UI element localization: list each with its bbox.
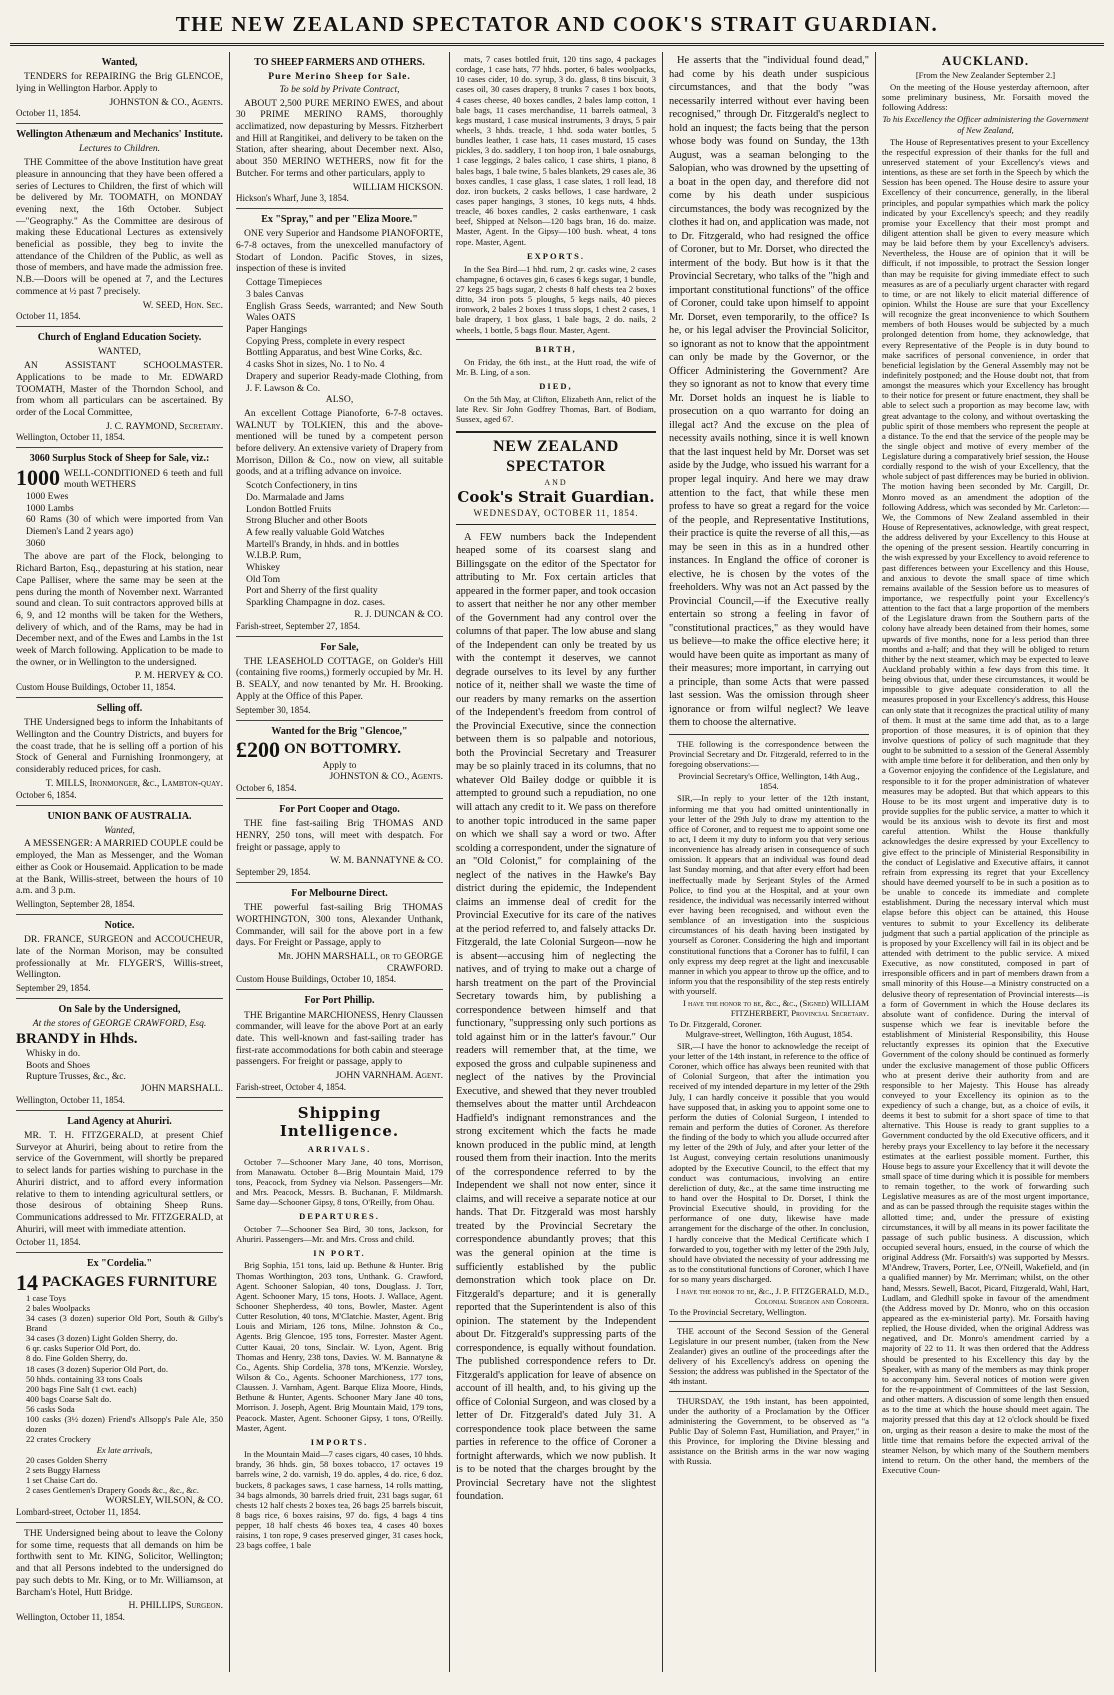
list-item: London Bottled Fruits <box>246 503 332 515</box>
ad-title: PACKAGES FURNITURE <box>42 1273 218 1290</box>
ad-signature: W. SEED, Hon. Sec. <box>142 299 223 311</box>
ad-heading: Ex "Spray," and per "Eliza Moore." <box>261 214 418 226</box>
ad-list <box>236 480 443 609</box>
ad-heading: For Port Cooper and Otago. <box>279 804 400 816</box>
ad-body: DR. FRANCE, SURGEON and ACCOUCHEUR, late of the Norman Morison, may be consulted professionally at Mr. FLYGER'S, Willis-street, Wellington. <box>16 934 223 981</box>
ad-date: September 30, 1854. <box>236 704 311 715</box>
ad-body: THE Undersigned begs to inform the Inhabitants of Wellington and the Country Districts, and buyers for the coast trade, that he is selling off a portion of his Stock of General and Furnishing Ironmongery, at considerably reduced prices, for cash. <box>16 717 223 776</box>
ad-title: WELL-CONDITIONED 6 teeth and full mouth WETHERS <box>64 467 223 491</box>
exports-heading: EXPORTS. <box>527 250 585 261</box>
ad-heading: Wanted, <box>101 57 138 68</box>
ad-notice <box>16 915 223 999</box>
ad-body: THE LEASEHOLD COTTAGE, on Golder's Hill (containing five rooms,) formerly occupied by Mr. H. B. SEALY, and now tenanted by Mr. H. Brooking. Apply at the Office of this Paper. <box>236 655 443 702</box>
ad-body: An excellent Cottage Pianoforte, 6-7-8 octaves. WALNUT by TOLKIEN, this and the above-mentioned will be tuned by a competent person before delivery. An extensive variety of Drapery from Morrison, Dillon & Co., now on view, all suitable goods, and at a trifling advance on invoice. <box>236 407 443 478</box>
list-item: 1 set Chaise Cart do. <box>26 1475 98 1486</box>
divider <box>669 1391 869 1392</box>
ad-number: 14 <box>16 1269 38 1295</box>
column-3 <box>450 52 663 1672</box>
imports-text: In the Mountain Maid—7 cases cigars, 40 cases, 10 hhds. brandy, 36 hhds. gin, 58 boxes tobacco, 17 octaves 19 barrels wine, 2 do. varnish, 19 do. apples, 4 do. rice, 6 doz. buckets, 8 packages saws, 1 case harness, 14 rolls matting, 34 bags almonds, 30 barrels dried fruit, 231 bags sugar, 61 chests 12 half chests 2 boxes tea, 26 bags 25 barrels biscuit, 8 bags rice, 6 boxes raisins, 97 do. figs, 4 bags 4 tins pepper, 18 half chests 46 boxes tea, 4 cases 40 boxes raisins, 1 ton rope, 9 cases preserved ginger, 31 cases hock, 23 bags coffee, 1 bale <box>236 1449 443 1551</box>
list-item: Sparkling Champagne in doz. cases. <box>246 597 386 609</box>
ad-date: Custom House Buildings, October 10, 1854. <box>236 974 396 985</box>
ad-cottage <box>236 637 443 721</box>
divider <box>669 1321 869 1322</box>
ad-heading: For Sale, <box>320 641 359 653</box>
list-item: 4 casks Shot in sizes, No. 1 to No. 4 <box>246 359 385 371</box>
ad-body: The above are part of the Flock, belonging to Richard Barton, Esq., depasturing at his station, near Cape Palliser, where the same may be seen at the pens during the month of November next. Warranted sound and clean. To suit contractors approved bills at 6, 9, and 12 months will be taken for the Wethers, delivery of which, and of the Rams, may be had in December next, and of the Ewes and Lambs in the 1st week of March following. Application to be made to the owner, or in Wellington to the undersigned. <box>16 551 224 668</box>
ad-heading: 3060 Surplus Stock of Sheep for Sale, viz.: <box>29 453 210 465</box>
list-item: Copying Press, complete in every respect <box>246 335 405 347</box>
correspondence-intro: THE following is the correspondence between the Provincial Secretary and Dr. Fitzgerald, referred to in the foregoing observations:— <box>669 738 869 770</box>
section-body: The House of Representatives present to your Excellency the respectful expression of their thanks for the full and unreserved statement of your Excellency's views and intentions, as these are set forth in the Speech by which the Session has been opened. The House desire to assure your Excellency of their concurrence, generally, in the liberal principles, and popular sympathies which mark the policy indicated by your Excellency's speech; and they readily promise your Excellency that their most prompt and diligent attention shall be given to every measure which may be laid before them by your Excellency's advisers. Nevertheless, the House are of opinion that it will be difficult, if not impossible, to protract the Session longer than may be requisite for giving immediate effect to such measures as are of a peculiarly urgent character with regard to time, or are not likely to elicit material difference of opinion. Whilst the House are sure that your Excellency will recognize the great inconvenience to which Southern members of both Houses would be subjected by a much prolonged detention from home, they acknowledge, that every Representative of the People is in duty bound to make sacrifices of personal convenience, in order that beneficial legislation by the General Assembly may not be indefinitely postponed; and the House doubt not, that from amongst the measures which your Excellency has brought to their notice for present or future enactment, they shall be able to select such a proportion as may become law, with great advantage to the colony, and without overtasking the public spirit of those members who represent the people at a distance. To the end that the service of the people may be the single object and motive of every member of the Legislature during a comparatively brief session, the House cordially respond to the wish of your Excellency, that the whole subject of past differences may be buried in oblivion. The motion having been seconded by Mr. Cargill, Dr. Monro moved as an amendment the adoption of the following Address, which was seconded by Mr. Carleton:— We, the Commons of New Zealand assembled in their House of Representatives, acknowledge, with great respect, the address delivered by your Excellency to this House at the opening of the present session. Heartily concurring in the wish expressed by your Excellency to avoid reference to past differences between your Excellency and this House, and anxious to devote the small space of time which remains available of the Session before us to measures of importance, we respectfully point your Excellency's attention to the fact that a large proportion of the members of the Legislature drawn from the Southern parts of the colony have already been detained from their homes, some upwards of five months, none for a less period than three months and a-half; and that they will be obliged to return thither by the next steamer, which may be expected to leave Auckland probably within a few days from this time. It being obvious that, under these circumstances, it would be impossible to give adequate consideration to all the measures proposed in your Excellency's address, this House can only state that it recognizes the practical utility of many of them. It must at the same time add that, as to a large proportion of those measures, it is of opinion that they involve questions of policy of such magnitude that they ought to be submitted to a session of the General Assembly with ample time before it for deliberation, and then only by a Governor enjoying the confidence of the Legislature, and responsible to it for the proper administration of whatever measures may be adopted. But that which appears to this House to be its most urgent and imperative duty is to provide supplies for the public service, a matter to which it would be its anxious wish to devote its first and most careful attention. Whilst the House thankfully acknowledges the desire expressed by your Excellency to give effect to the principle of Ministerial Responsibility in the conduct of Legislative and Executive affairs, it cannot refrain from expressing its regret that your Excellency should have deemed yourself to be in such a position as to be unable to concede its immediate and complete establishment. During the necessary interval which must elapse before this object can be attained, this House ventures to submit to your Excellency its deliberate judgment that such a partial application of the principle as is proposed by your Excellency will fail in its object and be attended with detriment to the public service. A mixed Executive, as now constituted, composed in part of irresponsible officers and in part of members drawn from a small minority of this House—a Ministry constructed on a delusive theory of representation of Provincial interests—is a form of Government in which the House declares its absolute want of confidence. During the interval of suspense which we fear is inevitable before the establishment of Ministerial Responsibility, this House reluctantly expresses its opinion that the Executive Government of the colony should be continued as formerly under the exclusive management of those public Officers who at present derive their authority from and are responsible to her Majesty. This House has already conveyed to your Excellency its opinion as to the expediency of such a change, but, as a choice of evils, it deems it best to submit for a short space of time to that alternative. This House is ready to grant supplies to a Government conducted by the old Executive officers, and it hereby prays your Excellency to lay before it the necessary estimates at the earliest possible moment. Further, this House begs to assure your Excellency that it will devote the small space of time during which it is possible for members to remain together, to the work of forwarding such Legislative measures as are of the most urgent importance, and as can be passed through the requisite stages within the allotted time; and, under the pressure of existing circumstances, it will by all means in its power facilitate the passage of such public business. A discussion, which occupied several hours, ensued, in the course of which the original Address (Mr. Forsaith's) was supported by Messrs. M'Andrew, Travers, Porter, Lee, O'Neill, Wakefield, and (in a qualified manner) by Mr. Merriman; whilst, on the other hand, Messrs. Sewell, Bacot, Picard, Fitzgerald, Wahl, Hart, Ludlam, and Gledhill spoke in favour of the amendment (the Address moved by Dr. Monro, who on this occasion appeared as the ex-ministerial party). Mr. Forsaith having replied, the House divided, when the original Address was negatived, and Dr. Monro's amendment carried by a majority of 22 to 11. It was then ordered that the Address should be presented to his Excellency this day by the Speaker, with as many of the members as may think proper to accompany him. Several notices of motion were given for the re-appointment of Committees of the last Session, and other matters. A discussion of some length then ensued as to the time at which the house should meet again. The majority pressed that this day at 12 o'clock should be fixed on, urging as their reason a desire to make the most of the little time that remains before the expected arrival of the steamer Nelson, by which many of the Southern members intend to return. On the other hand, the members of the Executive Coun- <box>882 136 1089 1476</box>
ad-body: AN ASSISTANT SCHOOLMASTER. Applications to be made to Mr. EDWARD TOOMATH, Master of the Thorndon School, and from whom all particulars can be ascertained. By order of the Local Committee, <box>16 360 223 418</box>
ad-cordelia <box>16 1253 223 1523</box>
divider <box>669 734 869 735</box>
letter-addressee: To the Provincial Secretary, Wellington. <box>669 1306 807 1317</box>
ad-signature: WORSLEY, WILSON, & CO. <box>105 1495 223 1507</box>
list-item: Drapery and superior Ready-made Clothing, from J. F. Lawson & Co. <box>246 370 443 394</box>
ad-heading: For Port Phillip. <box>304 995 375 1007</box>
ad-amount: £200 <box>236 736 280 762</box>
shipping-intelligence <box>236 1104 443 1551</box>
ad-body: ABOUT 2,500 PURE MERINO EWES, and about 30 PRIME MERINO RAMS, thoroughly acclimatized, now depasturing by Messrs. Fitzherbert and Hill at Rangitikei, and delivery to be taken on the Station, after shearing, about December next. Also, about 350 MERINO WETHERS, now fit for the Butcher. For terms and other particulars, apply to <box>236 97 443 179</box>
ad-date: September 29, 1854. <box>236 867 311 878</box>
ad-date: Lombard-street, October 11, 1854. <box>16 1507 141 1518</box>
section-source: [From the New Zealander September 2.] <box>915 69 1056 80</box>
list-item: Paper Hangings <box>246 324 308 335</box>
list-item: 2 cases Gentlemen's Drapery Goods &c., &c., &c. <box>26 1485 199 1496</box>
letter-signature: I have the honor to be, &c., J. P. FITZGERALD, M.D., Colonial Surgeon and Coroner. <box>676 1286 869 1307</box>
list-item: Bottling Apparatus, and best Wine Corks, &c. <box>246 347 423 359</box>
list-item: English Grass Seeds, warranted; and New South Wales OATS <box>246 300 443 324</box>
list-item: 400 bags Coarse Salt do. <box>26 1393 112 1404</box>
editorial-continued: He asserts that the "individual found dead," had come by his death under suspicious circumstances, and that the body "was necessarily interred without ever having been recognised," through Dr. Fitzgerald's neglect to hold an inquest; the facts being that the person whose body was found on Sunday, the 13th August, was a seaman belonging to the Salopian, who was drowned by the upsetting of a boat in the open day, and therefore did not come by his death under suspicious circumstances, the body was recognized by the clothes it had on, and application was made, not to Dr. Fitzgerald, who had resigned the office of Coroner, but to Mr. Dorset, who directed the interment of the body. But how is it that the Provincial Secretary, who talks of the "high and important constitutional functions" of the office of Coroner, could take upon himself to appoint Mr. Dorset, even temporarily, to the office? Is he, or his legal adviser the Provincial Solicitor, so ignorant as not to know that the appointment can only be made by the Governor, or the Officer Administering the Government? Are they so ignorant as not to know that every time Mr. Dorset holds an inquest he is liable to prosecution on a quo warranto for doing an illegal act? And the excuse on the plea of necessity avails nothing, since it is well known that the last inquest held by Mr. Dorset was set aside by the Judge, who issued his warrant for a proper legal inquiry. And here we may draw attention to the fact, that while these men profess to have so great a regard for the voice of the people, and Representative Institutions, their practice is quite the reverse of all this,—as may be seen in this as in a hundred other instances. In England the office of coroner is elective, he is chosen by the votes of the freeholders. Why was not an Act passed by the Provincial Council,—if the Executive really entertain so strong a feeling in favor of "constitutional practices," as they would have us believe—to make the office elective here; it would have been quite as important as many of their measures; more important, in carrying out a principle, than some Acts that were passed last session. Was the omission through sheer ignorance or from wilful neglect? We leave them to choose the alternative. <box>669 55 869 729</box>
list-item: 20 cases Golden Sherry <box>26 1454 108 1465</box>
list-item: 34 cases (3 dozen) superior Old Port, South & Gilby's Brand <box>26 1312 223 1333</box>
exports-text: In the Sea Bird—1 hhd. rum, 2 qr. casks wine, 2 cases champagne, 6 octaves gin, 6 cases 6 kegs sugar, 1 bundle, 27 kegs 25 bags sugar, 2 chests 8 half chests tea 2 boxes ditto, 34 iron pots 5 ploughs, 5 kegs nails, 40 pieces ironwork, 2 bales 2 boxes 1 truss slops, 1 chest 2 cases, 1 bale drapery, 1 box glass, 1 bale bags, 2 do. nails, 2 wheels, 1 bottle, 5 bags flour. Master, Agent. <box>456 263 656 335</box>
ad-signature: H. PHILLIPS, Surgeon. <box>128 1600 223 1612</box>
banner-and: AND <box>544 478 568 488</box>
ad-signature: T. MILLS, Ironmonger, &c., Lambton-quay. <box>45 777 223 789</box>
address-addressee: To his Excellency the Officer administering the Government of New Zealand, <box>882 114 1089 135</box>
ad-date: October 11, 1854. <box>16 311 81 322</box>
ad-subheading: ALSO, <box>325 394 354 406</box>
list-item: 1000 Lambs <box>26 502 74 514</box>
list-item: Strong Blucher and other Boots <box>246 515 368 527</box>
list-item: Boots and Shoes <box>26 1059 90 1071</box>
list-item: Old Tom <box>246 573 281 585</box>
ad-date: Wellington, October 11, 1854. <box>16 1611 125 1622</box>
ad-signature: P. M. HERVEY & CO. <box>134 670 223 682</box>
died-heading: DIED, <box>539 381 573 392</box>
ad-union-bank <box>16 806 223 915</box>
ad-date: Hickson's Wharf, June 3, 1854. <box>236 193 349 204</box>
column-5 <box>876 52 1095 1672</box>
ad-port-phillip <box>236 990 443 1097</box>
ad-heading: UNION BANK OF AUSTRALIA. <box>47 810 192 822</box>
in-port-text: Brig Sophia, 151 tons, laid up. Bethune & Hunter. Brig Thomas Worthington, 203 tons, Unthank. G. Crawford, Agent. Schooner Salopian, 40 tons, Douglass. J. Torr, Agent. Schooner Mary, 15 tons, Hoots. J. Wallace, Agent. Schooner Shepherdess, 40 tons, Bowler, Master. Agent Cutter Resolution, 40 tons, M'Clatchie. Master, Agent. Brig Louis and Miriam, 126 tons, Milne. Johnston & Co., Agents. Brig Glencoe, 195 tons, Forrester. Master Agent. Cutter Kauai, 20 tons, Sinclair. W. Lyon, Agent. Brig Thomas and Henry, 238 tons, Davies. W. M. Bannatyne & Co., Agents. Ship Cordelia, 378 tons, M'Kenzie. Worsley, Wilson & Co., Agents. Schooner Marchioness, 177 tons, Claussen. J. Varnham, Agent. Barque Eliza Moore, Hinds, Bethune & Hunter, Agents. Schooner Mary Jane 40 tons, Morrison. J. Joseph, Agent. Brig Mountain Maid, 179 tons, Peacock. Master, Agent. Schooner Gipsy, 1 tons, O'Reilly. Master, Agent. <box>236 1260 443 1433</box>
ad-title: ON BOTTOMRY. <box>284 740 401 757</box>
ad-date: Farish-street, October 4, 1854. <box>236 1081 346 1092</box>
ad-title: Pure Merino Sheep for Sale. <box>268 71 411 83</box>
ad-body: THE powerful fast-sailing Brig THOMAS WORTHINGTON, 300 tons, Alexander Unthank, Commander, will sail for the above port in a few days. For Freight or Passage, apply to <box>236 902 443 949</box>
ad-heading: Wanted for the Brig "Glencoe," <box>271 725 408 737</box>
list-item: 3 bales Canvas <box>246 288 304 300</box>
letter-heading: Provincial Secretary's Office, Wellington, 14th Aug., 1854. <box>678 771 860 792</box>
ad-sheep-farmers <box>236 52 443 209</box>
section-title: Shipping Intelligence. <box>279 1103 400 1141</box>
list-item: 56 casks Soda <box>26 1404 75 1415</box>
ad-subheading: At the stores of GEORGE CRAWFORD, Esq. <box>32 1018 207 1030</box>
section-title: AUCKLAND. <box>941 53 1030 68</box>
ad-date: October 6, 1854. <box>16 789 77 800</box>
list-item: 50 hhds. containing 33 tons Coals <box>26 1373 143 1384</box>
ad-date: September 29, 1854. <box>16 982 91 993</box>
ad-heading: TO SHEEP FARMERS AND OTHERS. <box>254 57 425 68</box>
imports-continued: mats, 7 cases bottled fruit, 120 tins sago, 4 packages cordage, 1 case hats, 77 hhds. porter, 6 bales woolpacks, 10 cases cider, 10 do. syrup, 3 do. glass, 8 tins biscuit, 3 cases oil, 30 cases drapery, 8 trunks 7 cases 1 box boots, 4 cases cheese, 40 boxes candles, 2 bales lamp cotton, 1 bale bags, 11 cases merchandise, 11 barrels oatmeal, 3 kegs mustard, 1 case musical instruments, 3 drays, 5 pair wheels, 3 hhds. treacle, 1 hhd. soda water bottles, 5 bundles leather, 1 case hats, 11 cases mustard, 15 cases pickles, 3 do. saddlery, 1 ton hoop iron, 1 bale osnaburgs, 1 case leggings, 2 bales calico, 1 case shirts, 1 piano, 8 bales bags, 1 bale twine, 5 bales blankets, 29 cases ale, 36 boxes candles, 1 case glass, 1 case slates, 1 roll lead, 18 doz. iron buckets, 2 casks bellows, 1 case hardware, 2 cases paper hangings, 3 stones, 10 kegs nuts, 4 hhds. treacle, 46 boxes candles, 2 casks earthenware, 1 cask beef, Shipped at Nelson—120 bags bran, 16 do. maize. Master, Agent. In the Gipsy—100 bush. wheat, 4 tons rope. Master, Agent. <box>456 54 656 247</box>
ad-list <box>16 1048 223 1083</box>
list-item: 2 bales Woolpacks <box>26 1302 91 1313</box>
ad-melbourne <box>236 883 443 990</box>
list-item: Whiskey <box>246 562 281 574</box>
ad-subheading: To be sold by Private Contract, <box>279 83 400 95</box>
ad-heading: Wellington Athenæum and Mechanics' Institute. <box>16 129 223 141</box>
ad-signature: JOHN VARNHAM. Agent. <box>335 1070 443 1082</box>
banner-subtitle: Cook's Strait Guardian. <box>457 488 655 507</box>
ad-heading: Notice. <box>104 919 135 931</box>
arrivals-text: October 7—Schooner Mary Jane, 40 tons, Morrison, from Manawatu. October 8—Brig Mountain Maid, 179 tons, Peacock, from Sydney via Nelson. Passengers—Mr. and Mrs. Peacock, Messrs. B. Buchanan, F. Mildmarsh. Same day—Schooner Gipsy, 8 tons, O'Reilly, from Ohau. <box>236 1156 443 1208</box>
ad-port-cooper <box>236 799 443 883</box>
ad-signature: R. J. DUNCAN & CO. <box>354 608 443 620</box>
editorial-banner <box>456 431 656 525</box>
ad-body: THE fine fast-sailing Brig THOMAS AND HENRY, 250 tons, will meet with despatch. For freight or passage, apply to <box>236 818 443 853</box>
list-item: Do. Marmalade and Jams <box>246 491 345 503</box>
died-text: On the 5th May, at Clifton, Elizabeth Ann, relict of the late Rev. Sir John Godfrey Thomas, Bart. of Bodiam, Sussex, aged 67. <box>456 394 656 425</box>
list-item: 100 casks (3½ dozen) Friend's Allsopp's Pale Ale, 350 dozen <box>26 1414 223 1435</box>
list-item: Ex late arrivals, <box>96 1444 153 1455</box>
list-item: 2 sets Buggy Harness <box>26 1464 101 1475</box>
ad-list <box>236 277 443 394</box>
column-2 <box>230 52 450 1672</box>
ad-heading: Selling off. <box>96 703 143 715</box>
letter-body: SIR,—I have the honor to acknowledge the receipt of your letter of the 14th instant, in reference to the office of Coroner, which office has always been reunited with that of Colonial Surgeon, that after the intimation you received of my intended departure in my letter of the 29th July, I can hardly conceive it possible that you would have supposed that, in asking you to appoint some one to perform the duties of Colonial Surgeon, I intended to remain and perform the duties of Coroner. As therefore the finding of the body to which you allude occurred after my letter of the 29th of July, and after your letter of the 1st August, conveying certain resolutions unanimously adopted by the Executive Council, to the effect that my conduct was contumacious, involving an entire dereliction of duty, &c., at the same time instructing me to hand over the Hospital to Dr. Dorset, I think the Provincial Executive should, in providing for the performance of one duty, likewise have made arrangement for the discharge of the other. In conclusion, I hardly conceive that the Medical Certificate which I forwarded to you, together with my letter of the 29th July, should have obviated the necessity of your addressing me as to the constitutional functions of Coroner, which I have for so many years discharged. <box>669 1040 869 1285</box>
ad-wanted-tenders <box>16 52 223 124</box>
ad-date: Custom House Buildings, October 11, 1854. <box>16 682 176 693</box>
arrivals-heading: ARRIVALS. <box>307 1144 372 1155</box>
ad-selling-off <box>16 698 223 805</box>
list-item: Rupture Trusses, &c., &c. <box>26 1071 126 1083</box>
list-item: 1000 Ewes <box>26 490 69 502</box>
list-item: Cottage Timepieces <box>246 277 322 289</box>
letter-body: SIR,—In reply to your letter of the 12th instant, informing me that you had omitted unintentionally in your letter of the 29th July to draw my attention to the office of Coroner, and to request me to appoint some one to act, I deem it my duty to inform you that very serious inconvenience has already arisen in consequence of such omission. It appears that an individual was found dead last Sunday morning, and that after every effort had been ineffectually made by Serjeant Styles of the Armed Police, to find you at the Hospital, and at your own residence, the individual was necessarily interred without ever having been recognised, and without even the semblance of an investigation into the suspicious circumstances of his death having been instigated by yourself as Coroner. Considering the high and important constitutional functions that a Coroner has to fulfil, I can only express my deep regret at the light and inexcusable manner in which you appear to throw up the office, and to inform you that the responsibility of the step rests entirely with yourself. <box>669 793 869 997</box>
ad-date: October 11, 1854. <box>16 108 81 119</box>
newspaper-page <box>10 10 1104 1675</box>
column-4 <box>663 52 876 1672</box>
ad-number: 1000 <box>16 464 60 490</box>
ad-heading: For Melbourne Direct. <box>291 888 388 900</box>
ad-subheading: Apply to <box>322 759 357 771</box>
letter-heading: Mulgrave-street, Wellington, 16th August, 1854. <box>685 1028 853 1039</box>
ad-date: Wellington, October 11, 1854. <box>16 1094 125 1105</box>
ad-heading: On Sale by the Undersigned, <box>58 1003 181 1015</box>
ad-subheading: Wanted, <box>104 824 135 836</box>
list-item: A few really valuable Gold Watches <box>246 526 385 538</box>
letter-signature: I have the honor to be, &c., &c., (Signed) WILLIAM FITZHERBERT, Provincial Secretary. <box>683 998 869 1019</box>
ad-signature: Mr. JOHN MARSHALL, or to GEORGE CRAWFORD. <box>277 951 443 974</box>
fast-day-paragraph: THURSDAY, the 19th instant, has been appointed, under the authority of a Proclamation by the Officer administering the Government, to be observed as "a Public Day of Solemn Fast, Humiliation, and Prayer," in this Province, for imploring the Divine blessing and assistance on the British arms in the war now waging with Russia. <box>669 1395 869 1467</box>
banner-date: WEDNESDAY, OCTOBER 11, 1854. <box>473 507 639 518</box>
ad-list <box>16 1293 223 1496</box>
ad-body: MR. T. H. FITZGERALD, at present Chief Surveyor at Ahuriri, being about to retire from the service of the Government, will shortly be prepared to select lands for parties wishing to purchase in the Ahuriri district, and to afford every information relative to them to intending agricultural settlers, or those desirous of obtaining Sheep Runs. Communications addressed to Mr. FITZGERALD, at Ahuriri, will meet with immediate attention. <box>16 1130 223 1235</box>
ad-heading: Church of England Education Society. <box>37 332 202 344</box>
list-item: 1 case Toys <box>26 1292 66 1303</box>
ad-date: Wellington, September 28, 1854. <box>16 898 135 909</box>
ad-signature: WILLIAM HICKSON. <box>352 181 443 193</box>
ad-signature: JOHNSTON & CO., Agents. <box>329 771 443 783</box>
ad-date: October 11, 1854. <box>16 1237 81 1248</box>
ad-date: October 6, 1854. <box>236 783 297 794</box>
ad-land-agency <box>16 1111 223 1253</box>
list-item: 34 cases (3 dozen) Light Golden Sherry, do. <box>26 1333 178 1344</box>
list-item: W.I.B.P. Rum, <box>246 550 302 562</box>
ad-signature: J. C. RAYMOND, Secretary. <box>106 420 223 432</box>
list-item: 3060 <box>26 537 46 549</box>
ad-heading: Ex "Cordelia." <box>87 1258 152 1270</box>
ad-date: Farish-street, September 27, 1854. <box>236 620 360 631</box>
session-paragraph: THE account of the Second Session of the General Legislature in our present number, (taken from the New Zealander) gives an outline of the proceedings after the delivery of his Excellency's address on opening the Session; the address was published in the Spectator of the 4th instant. <box>669 1325 869 1387</box>
ad-glencoe-bottomry <box>236 721 443 800</box>
list-item: 18 cases (3 dozen) Superior Old Port, do. <box>26 1363 169 1374</box>
ad-body: THE Undersigned being about to leave the Colony for some time, requests that all demands on him be forthwith sent to Mr. KING, Solicitor, Wellington; and that all Persons indebted to the undersigned do pay such debts to Mr. King, or to Mr. Williamson, at Barcham's Hotel, Hutt Bridge. <box>16 1528 223 1598</box>
ad-date: Wellington, October 11, 1854. <box>16 432 125 443</box>
columns <box>10 52 1104 1672</box>
birth-heading: BIRTH, <box>535 343 577 354</box>
list-item: 200 bags Fine Salt (1 cwt. each) <box>26 1383 137 1394</box>
ad-athenaeum <box>16 124 223 327</box>
ad-phillips <box>16 1523 223 1627</box>
ad-title: BRANDY in Hhds. <box>16 1030 138 1047</box>
departures-text: October 7—Schooner Sea Bird, 30 tons, Jackson, for Ahuriri. Passengers—Mr. and Mrs. Cross and child. <box>236 1223 443 1244</box>
list-item: 22 crates Crockery <box>26 1434 91 1445</box>
ad-subheading: WANTED, <box>98 346 141 358</box>
editorial-text: A FEW numbers back the Independent heaped some of its coarsest slang and Billingsgate on the editor of the Spectator for attributing to Mr. Fox certain articles that appeared in the former paper, and took occasion to assert that neither he nor any other member of the Government had any control over the columns of that paper. The low abuse and slang of the Independent can only be treated by us with the contempt it deserves, we cannot degrade ourselves to its level by any further notice of it, neither shall we waste the time of our readers by many remarks on the assertion of the Independent's freedom from control of the Provincial Executive, since the connection between them is so palpable and notorious, both the Provincial Secretary and Treasurer may be so plainly traced in its columns, that no whatever Old Bailey dodge or quibble it is attempted to ground such a repudiation, no one will attach any credit to it. We pass on therefore to another topic introduced in the same paper on which we shall say a word or two. After scolding a correspondent, under the signature of an "Old Colonist," for complaining of the neglect of the natives in the Hawke's Bay district during the epidemic, the Independent claims an immense deal of credit for the Provincial Executive for its care of the natives at the period referred to, and falsely attacks Dr. Fitzgerald, the late Colonial Surgeon—now he is absent—accusing him of neglecting the natives, and of trying to make out a charge of harsh treatment on the part of the Provincial Secretary towards him, by publishing a correspondence between himself and that functionary, "suppressing only such portions as told against him or in the latter's favour." Our readers will remember that, at the time, we exposed the gross and culpable supineness and neglect of the natives by the Provincial Executive, and shewed that they never troubled themselves about the matter until Archdeacon Hadfield's indignant remonstrances and the strong excitement which the facts he made known produced in the public mind, at length roused them from their inaction. Into the merits of the correspondence referred to by the Independent we shall not now enter, since it claims, and will receive a separate notice at our hands. That Dr. Fitzgerald was most harshly treated by the Provincial Secretary the correspondence abundantly proves; that this was the general opinion at the time is sufficiently established by the public demonstration which took place on Dr. Fitzgerald's departure; and it is generally reported that the Superintendent is also of this opinion. The statement by the Independent about Dr. Fitzgerald's suppressing parts of the correspondence, is equally without foundation. The published correspondence refers to Dr. Fitzgerald's application for leave of absence on account of ill health, and, to his giving up the office of Colonial Surgeon, and was closed by a letter of Dr. Fitzgerald's dated July 31. A correspondence took place between the same parties in reference to the office of Coroner a fortnight afterwards, which we now publish. It is to be noted that the charges brought by the Provincial Secretary have not the slightest foundation. <box>456 531 656 1503</box>
ad-spray <box>236 209 443 636</box>
column-1 <box>10 52 230 1672</box>
masthead: THE NEW ZEALAND SPECTATOR AND COOK'S STRAIT GUARDIAN. <box>10 10 1104 46</box>
list-item: 6 qr. casks Superior Old Port, do. <box>26 1343 141 1354</box>
ad-body: ONE very Superior and Handsome PIANOFORTE, 6-7-8 octaves, from the unexcelled manufactory of Stodart of London. Pacific Stoves, in sizes, inspection of these is invited <box>236 228 443 275</box>
ad-church <box>16 327 223 448</box>
ad-sheep <box>16 448 223 698</box>
section-intro: On the meeting of the House yesterday afternoon, after some preliminary business, Mr. Forsaith moved the following Address: <box>882 82 1089 113</box>
ad-signature: JOHNSTON & CO., Agents. <box>109 96 223 108</box>
list-item: Port and Sherry of the first quality <box>246 585 378 597</box>
list-item: Whisky in do. <box>26 1048 81 1060</box>
banner-title: NEW ZEALAND SPECTATOR <box>493 437 619 476</box>
ad-signature: JOHN MARSHALL. <box>140 1083 223 1095</box>
ad-body: A MESSENGER: A MARRIED COUPLE could be employed, the Man as Messenger, and the Woman either as Cook or Housemaid. Application to be made at the Bank, Willis-street, between the hours of 10 a.m. and 3 p.m. <box>16 838 223 897</box>
ad-body: THE Committee of the above Institution have great pleasure in announcing that they have been offered a series of Lectures to Children, the first of which will be delivered by Mr. TOOMATH, on MONDAY evening next, the 16th October. Subject—"Geography." As the Committee are desirous of making these Educational Lectures as extensively beneficial as possible, they beg to invite the attendance of the Children of the Public, as well as those of members, and have made the admission free. N.B.—Doors will be opened at 7, and the Lectures commence at ½ past 7 precisely. <box>16 157 223 297</box>
ad-heading: Land Agency at Ahuriri. <box>67 1115 172 1127</box>
imports-heading: IMPORTS. <box>310 1436 369 1447</box>
ad-brandy <box>16 999 223 1111</box>
list-item: Scotch Confectionery, in tins <box>246 480 358 492</box>
ad-body: THE Brigantine MARCHIONESS, Henry Claussen commander, will leave for the above Port at an early date. This well-known and fast-sailing trader has first-rate accommodations for both cabin and steerage passengers. For freight or passage, apply to <box>236 1009 443 1068</box>
list-item: 8 do. Fine Golden Sherry, do. <box>26 1353 128 1364</box>
in-port-heading: IN PORT. <box>313 1248 366 1259</box>
ad-body: TENDERS for REPAIRING the Brig GLENCOE, lying in Wellington Harbor. Apply to <box>16 71 223 94</box>
letter-addressee: To Dr. Fitzgerald, Coroner. <box>669 1018 762 1029</box>
birth-text: On Friday, the 6th inst., at the Hutt road, the wife of Mr. B. Ling, of a son. <box>456 356 656 377</box>
departures-heading: DEPARTURES. <box>299 1211 380 1222</box>
divider <box>456 339 656 340</box>
ad-subheading: Lectures to Children. <box>78 143 161 155</box>
ad-signature: W. M. BANNATYNE & CO. <box>330 855 443 867</box>
list-item: 60 Rams (30 of which were imported from Van Diemen's Land 2 years ago) <box>26 514 223 538</box>
ad-list <box>16 491 223 550</box>
list-item: Martell's Brandy, in hhds. and in bottles <box>246 538 399 550</box>
